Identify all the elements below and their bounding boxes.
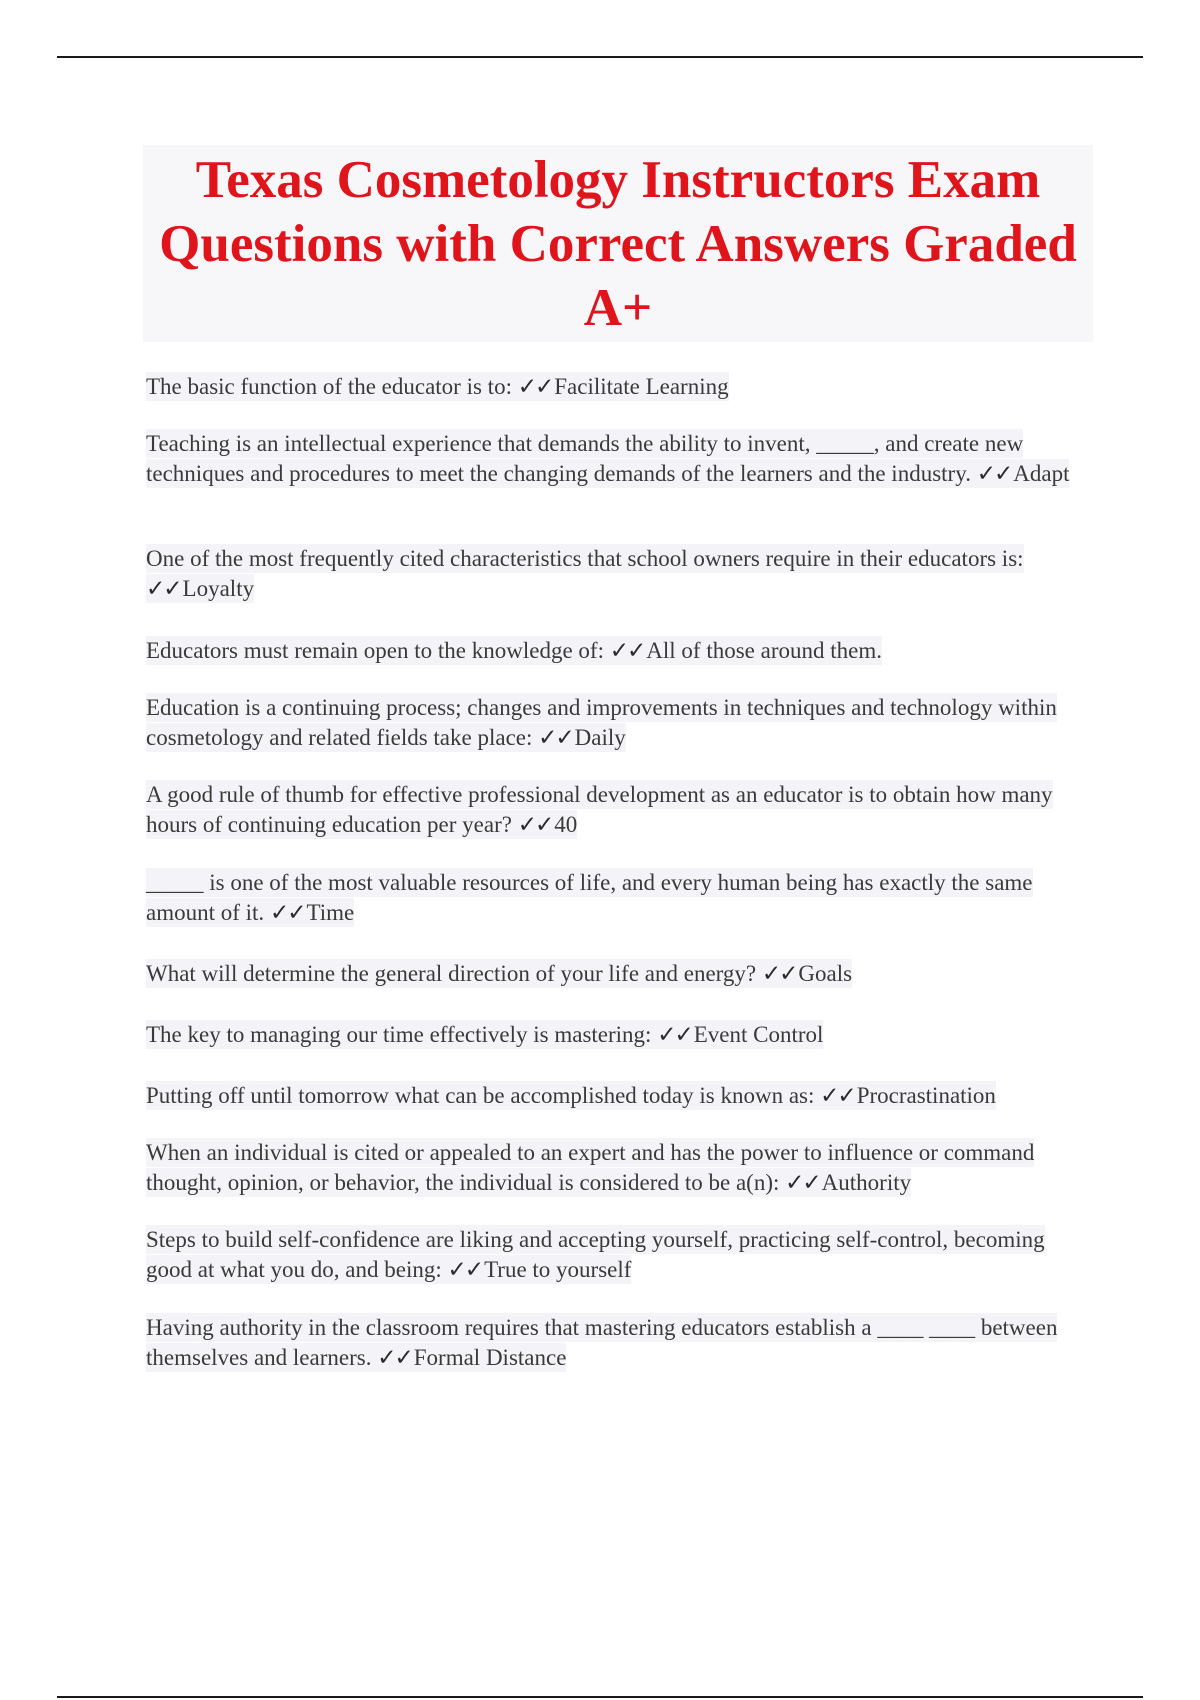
question-text: Education is a continuing process; changes and improvements in techniques and technology within cosmetology and related fields take place: <box>146 695 1057 750</box>
qa-item <box>146 429 1096 489</box>
qa-item <box>146 1081 996 1111</box>
question-text: Steps to build self-confidence are liking and accepting yourself, practicing self-control, becoming good at what you do, and being: <box>146 1227 1045 1282</box>
check-mark-icon: ✓✓ <box>538 725 573 750</box>
check-mark-icon: ✓✓ <box>377 1345 412 1370</box>
document-title: Texas Cosmetology Instructors Exam Questions with Correct Answers Graded A+ <box>159 150 1077 337</box>
question-text: When an individual is cited or appealed to an expert and has the power to influence or command thought, opinion, or behavior, the individual is considered to be a(n): <box>146 1140 1035 1195</box>
qa-item <box>146 1313 1096 1373</box>
question-text: Having authority in the classroom requires that mastering educators establish a ____ ____ between themselves and learners. <box>146 1315 1058 1370</box>
qa-item <box>146 693 1096 753</box>
check-mark-icon: ✓✓ <box>269 900 305 925</box>
qa-item <box>146 780 1096 840</box>
answer-text: Loyalty <box>182 576 255 601</box>
answer-text: Time <box>306 900 355 925</box>
question-text: One of the most frequently cited characteristics that school owners require in their educators is: <box>146 546 1024 571</box>
qa-item <box>146 544 1096 604</box>
check-mark-icon: ✓✓ <box>146 576 181 601</box>
question-text: Putting off until tomorrow what can be accomplished today is known as: <box>146 1083 815 1108</box>
answer-text: Authority <box>821 1170 912 1195</box>
answer-text: Adapt <box>1013 461 1070 486</box>
check-mark-icon: ✓✓ <box>761 961 797 986</box>
qa-item <box>146 1020 823 1050</box>
answer-text: Goals <box>798 961 853 986</box>
check-mark-icon: ✓✓ <box>447 1257 483 1282</box>
answer-text: True to yourself <box>484 1257 632 1282</box>
answer-text: 40 <box>554 812 578 837</box>
answer-text: Procrastination <box>856 1083 996 1108</box>
qa-item <box>146 636 882 666</box>
answer-text: Facilitate Learning <box>554 374 729 399</box>
question-text: _____ is one of the most valuable resources of life, and every human being has exactly the same amount of it. <box>146 870 1033 925</box>
question-text: Educators must remain open to the knowledge of: <box>146 638 604 663</box>
check-mark-icon: ✓✓ <box>657 1022 692 1047</box>
title-banner <box>143 145 1093 342</box>
answer-text: Daily <box>574 725 626 750</box>
answer-text: All of those around them. <box>646 638 882 663</box>
qa-item <box>146 1138 1096 1198</box>
qa-item <box>146 1225 1096 1285</box>
check-mark-icon: ✓✓ <box>785 1170 820 1195</box>
top-rule <box>57 56 1143 58</box>
question-text: A good rule of thumb for effective professional development as an educator is to obtain how many hours of continuing education per year? <box>146 782 1053 837</box>
check-mark-icon: ✓✓ <box>976 461 1012 486</box>
answer-text: Event Control <box>693 1022 824 1047</box>
qa-item <box>146 959 852 989</box>
question-text: Teaching is an intellectual experience that demands the ability to invent, _____, and create new techniques and procedures to meet the changing demands of the learners and the industry. <box>146 431 1024 486</box>
bottom-rule <box>57 1696 1143 1698</box>
question-text: The key to managing our time effectively is mastering: <box>146 1022 652 1047</box>
check-mark-icon: ✓✓ <box>820 1083 855 1108</box>
question-text: What will determine the general direction of your life and energy? <box>146 961 757 986</box>
answer-text: Formal Distance <box>413 1345 567 1370</box>
qa-item <box>146 868 1096 928</box>
check-mark-icon: ✓✓ <box>517 374 553 399</box>
question-text: The basic function of the educator is to: <box>146 374 512 399</box>
check-mark-icon: ✓✓ <box>517 812 553 837</box>
check-mark-icon: ✓✓ <box>609 638 645 663</box>
qa-item <box>146 372 729 402</box>
